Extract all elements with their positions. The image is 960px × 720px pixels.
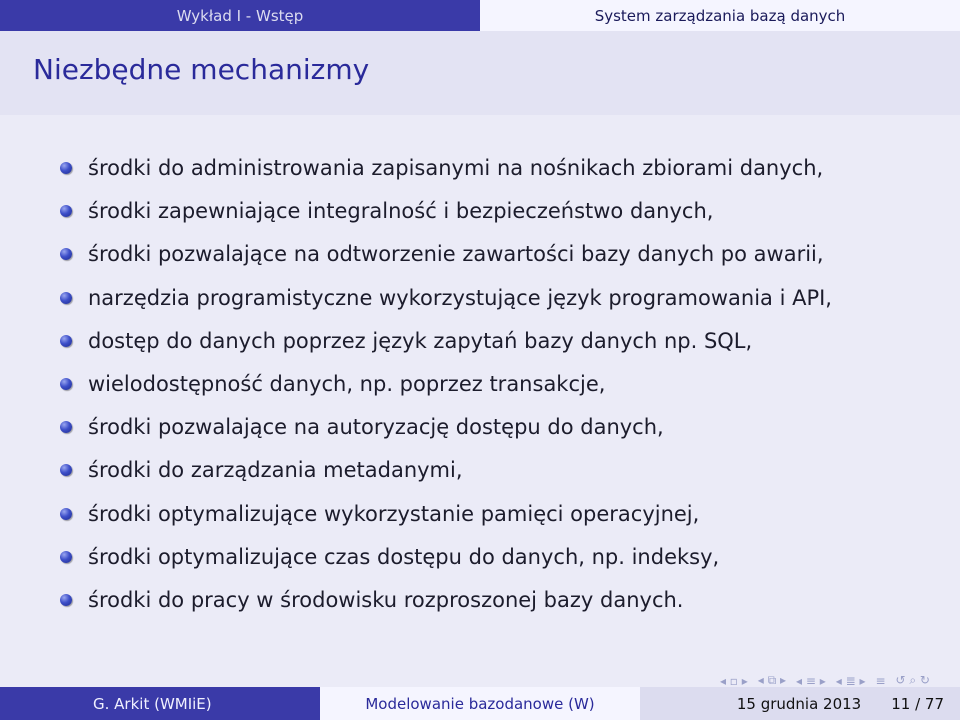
nav-search-icon[interactable]: ↺ ⌕ ↻ xyxy=(895,673,930,687)
list-item: dostęp do danych poprzez język zapytań bazy danych np. SQL, xyxy=(0,323,960,366)
bullet-icon xyxy=(60,551,72,563)
nav-align-icon[interactable]: ≡ xyxy=(875,673,886,688)
bullet-icon xyxy=(60,248,72,260)
list-item: środki optymalizujące czas dostępu do danych, np. indeksy, xyxy=(0,539,960,582)
bullet-list xyxy=(0,150,960,625)
footer-page-number: 11 / 77 xyxy=(891,694,944,713)
bullet-icon xyxy=(60,464,72,476)
bullet-icon xyxy=(60,292,72,304)
bullet-icon xyxy=(60,594,72,606)
bullet-icon xyxy=(60,421,72,433)
list-item: środki do pracy w środowisku rozproszonej bazy danych. xyxy=(0,582,960,625)
list-item: środki do administrowania zapisanymi na nośnikach zbiorami danych, xyxy=(0,150,960,193)
bullet-icon xyxy=(60,205,72,217)
bullet-icon xyxy=(60,162,72,174)
list-item: środki pozwalające na odtworzenie zawartości bazy danych po awarii, xyxy=(0,236,960,279)
bullet-icon xyxy=(60,335,72,347)
list-item: środki zapewniające integralność i bezpieczeństwo danych, xyxy=(0,193,960,236)
frame-title-bar xyxy=(0,31,960,115)
footer-author-box xyxy=(0,687,320,720)
footer-course: Modelowanie bazodanowe (W) xyxy=(365,694,595,713)
frame-title: Niezbędne mechanizmy xyxy=(33,53,370,86)
footer-author: G. Arkit (WMIiE) xyxy=(93,694,212,713)
nav-frame-icon[interactable]: ◂ ⧉ ▸ xyxy=(757,673,786,687)
bullet-icon xyxy=(60,378,72,390)
beamer-navigation xyxy=(720,673,930,688)
list-item: środki optymalizujące wykorzystanie pamięci operacyjnej, xyxy=(0,496,960,539)
footer-course-box xyxy=(320,687,640,720)
nav-prev-icon[interactable]: ◂ ▫ ▸ xyxy=(719,673,748,688)
list-item: narzędzia programistyczne wykorzystujące język programowania i API, xyxy=(0,280,960,323)
header-section-left[interactable]: Wykład I - Wstęp xyxy=(0,0,480,31)
list-item: środki do zarządzania metadanymi, xyxy=(0,452,960,495)
footer-bar xyxy=(0,687,960,720)
nav-subsection-icon[interactable]: ◂ ≡ ▸ xyxy=(796,673,826,688)
header-subsection-right[interactable]: System zarządzania bazą danych xyxy=(480,0,960,31)
list-item: środki pozwalające na autoryzację dostępu do danych, xyxy=(0,409,960,452)
bullet-icon xyxy=(60,508,72,520)
nav-section-icon[interactable]: ◂ ≣ ▸ xyxy=(835,673,866,688)
header-bar xyxy=(0,0,960,31)
list-item: wielodostępność danych, np. poprzez transakcje, xyxy=(0,366,960,409)
footer-date: 15 grudnia 2013 xyxy=(736,694,862,713)
footer-info-box xyxy=(640,687,960,720)
